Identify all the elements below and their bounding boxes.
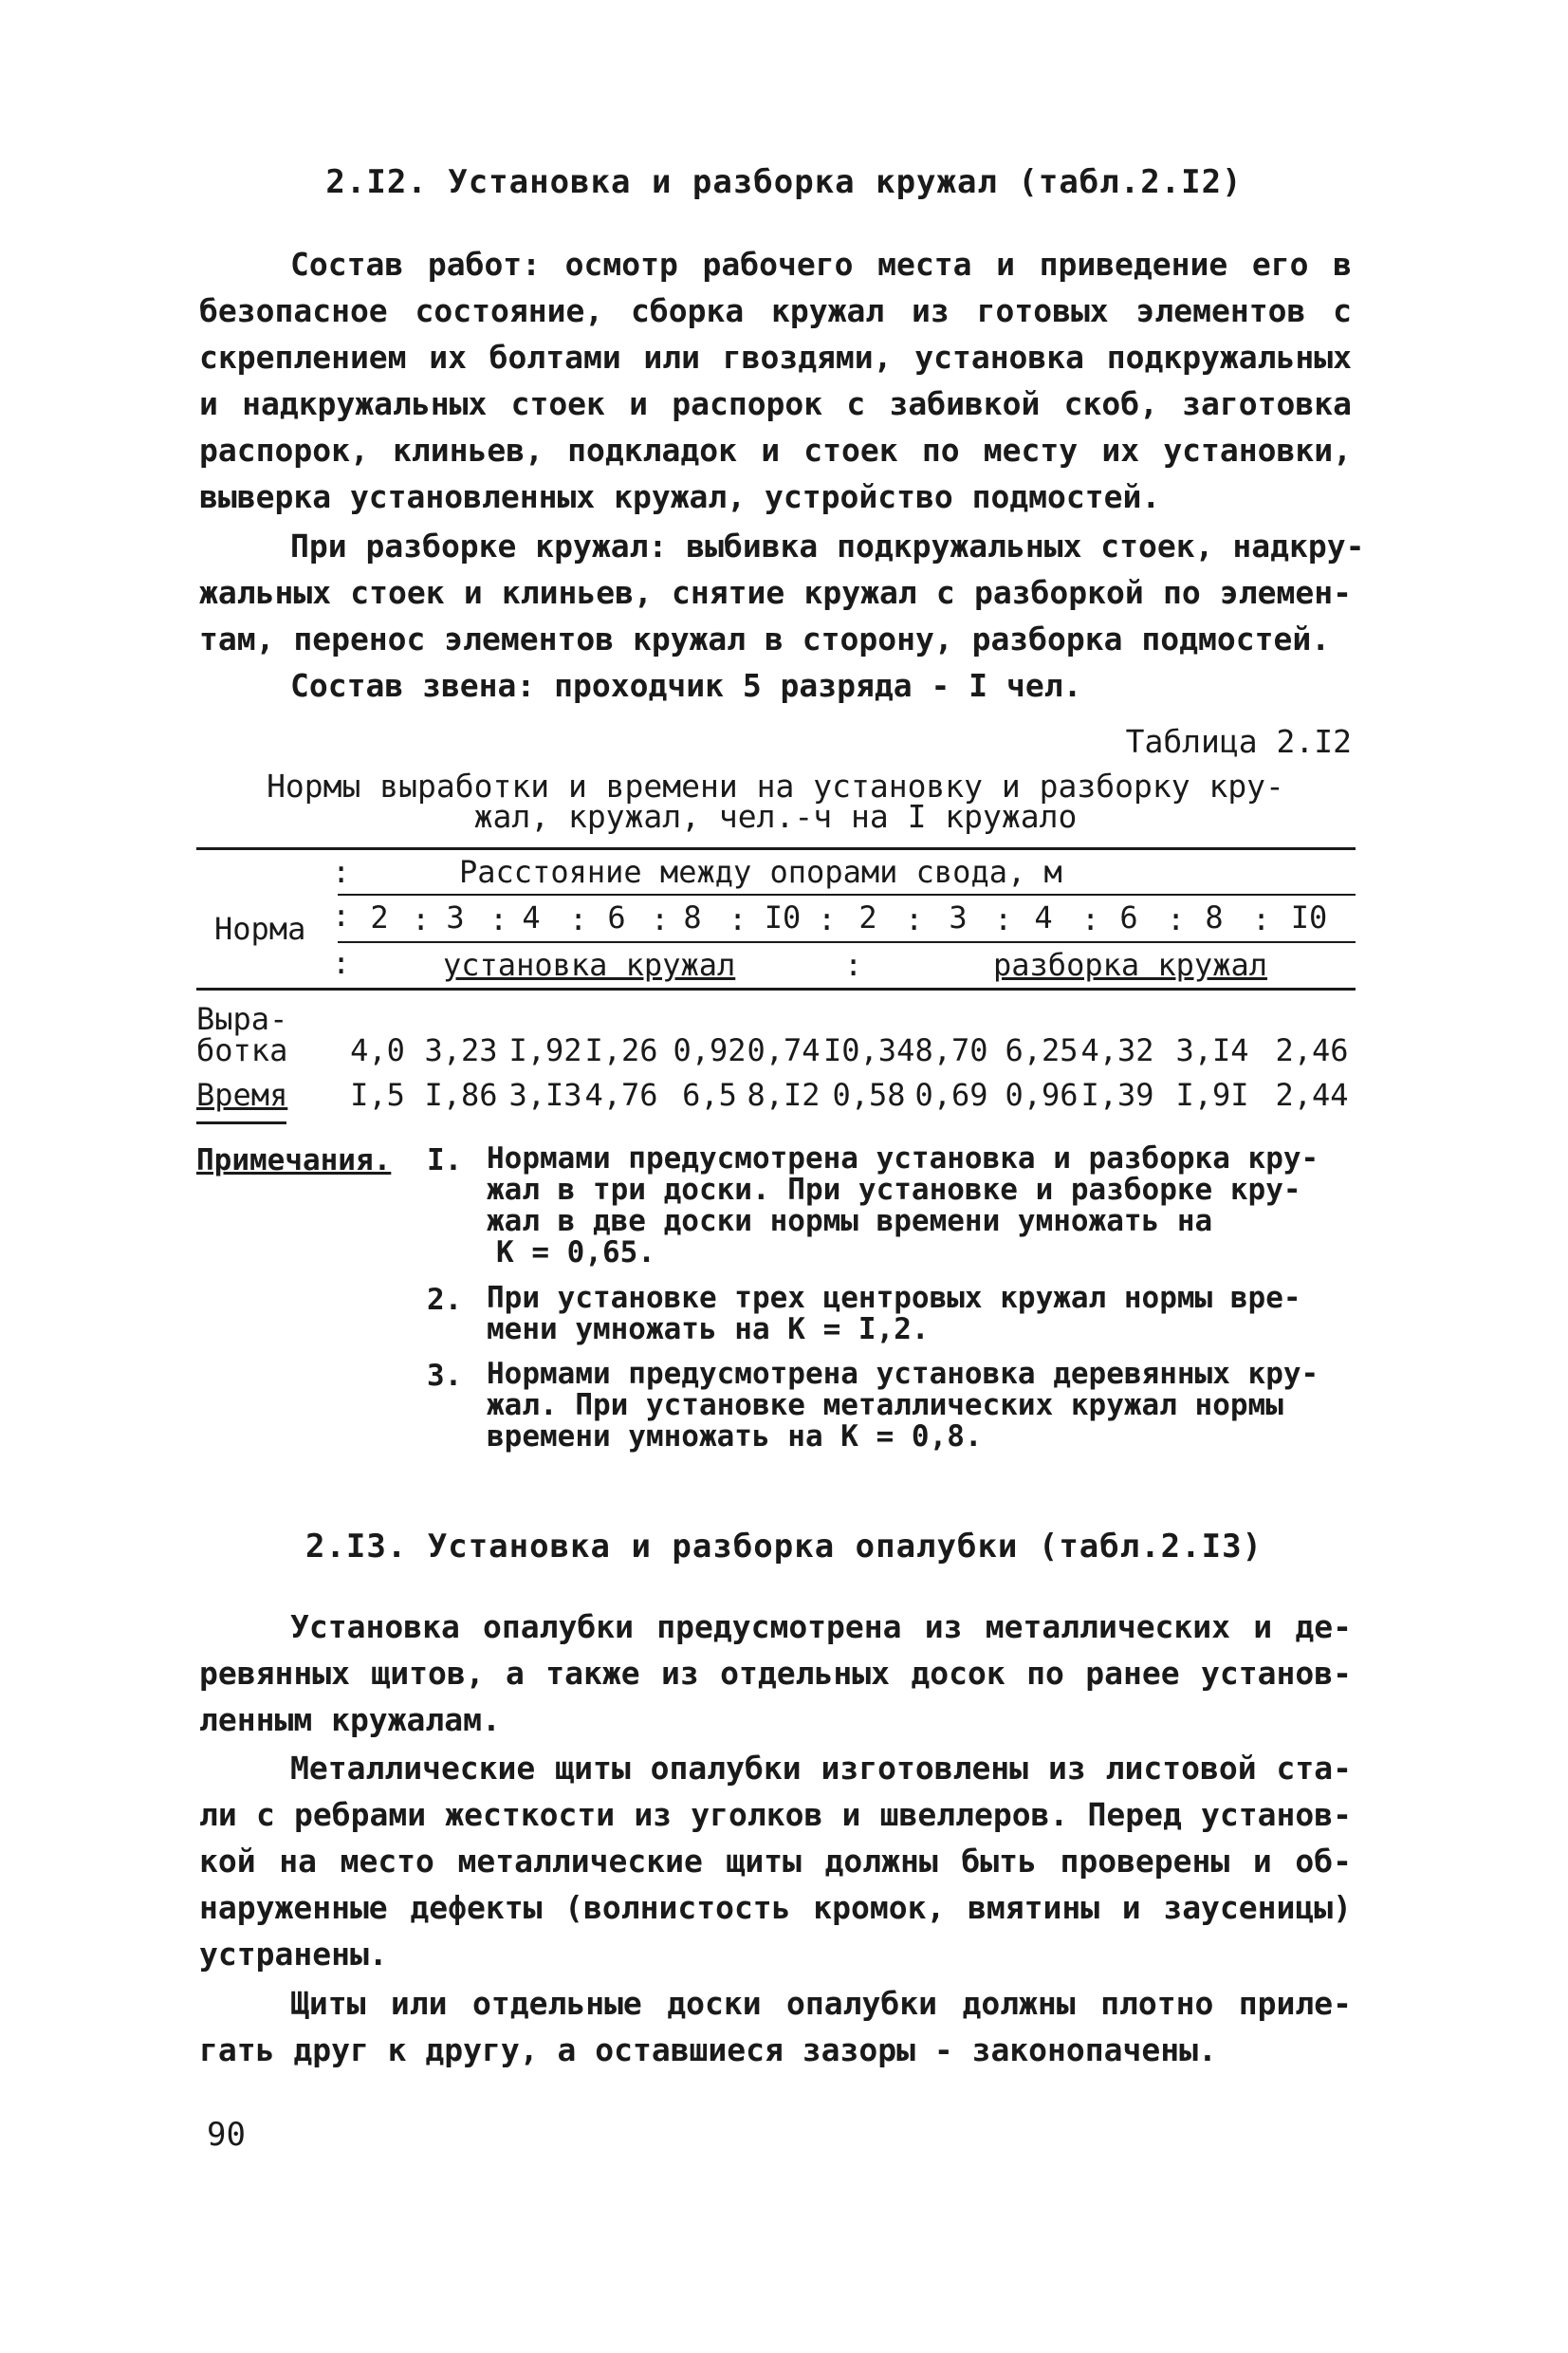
note-line: К = 0,65. — [496, 1235, 655, 1269]
table-cell-time: 3,I3 — [508, 1077, 582, 1113]
table-cell-time: 0,58 — [832, 1077, 906, 1113]
table-bottom-rule — [196, 1121, 286, 1124]
distance-header: 4 — [1034, 899, 1053, 936]
table-cell-output: 0,74 — [747, 1032, 821, 1068]
table-cell-output: 8,70 — [914, 1032, 988, 1068]
text-line: выверка установленных кружал, устройство подмостей. — [199, 478, 1161, 515]
table-cell-time: 0,96 — [1005, 1077, 1079, 1113]
row-label-time: Время — [196, 1077, 288, 1113]
note-line: жал. При установке металлических кружал нормы — [487, 1388, 1283, 1422]
table-cell-output: 2,46 — [1275, 1032, 1349, 1068]
table-cell-output: 3,23 — [424, 1032, 498, 1068]
column-separator: : — [1252, 901, 1271, 937]
table-cell-output: 6,25 — [1005, 1032, 1079, 1068]
note-line: жал в две доски нормы времени умножать на — [487, 1204, 1213, 1238]
text-line: При разборке кружал: выбивка подкружальных стоек, надкру- — [290, 528, 1365, 565]
table-cell-output: 0,92 — [673, 1032, 747, 1068]
group-dismantle-label: разборка кружал — [993, 947, 1267, 983]
text-line: Состав звена: проходчик 5 разряда - I чел. — [290, 667, 1082, 704]
distance-header: 3 — [446, 899, 465, 936]
note-3 — [487, 1359, 1369, 1453]
section-heading-2-13: 2.I3. Установка и разборка опалубки (табл.2.I3) — [304, 1528, 1264, 1566]
paragraph-tight-fit — [199, 1980, 1352, 2073]
text-line: Установка опалубки предусмотрена из металлических и де- — [290, 1608, 1352, 1645]
text-line: скреплением их болтами или гвоздями, установка подкружальных — [199, 339, 1352, 376]
text-line: наруженные дефекты (волнистость кромок, вмятины и заусеницы) — [199, 1889, 1352, 1926]
distance-header: 2 — [858, 899, 877, 936]
column-separator: : — [332, 854, 351, 890]
distance-header: 4 — [522, 899, 541, 936]
table-cell-output: 4,32 — [1080, 1032, 1154, 1068]
distance-header: I0 — [1290, 899, 1328, 936]
distance-header: 6 — [1119, 899, 1138, 936]
row-label-output-1: Выра- — [196, 1001, 288, 1037]
text-line: устранены. — [199, 1936, 388, 1973]
table-header-span: Расстояние между опорами свода, м — [459, 854, 1062, 890]
table-top-rule — [196, 847, 1356, 850]
table-cell-time: 0,69 — [914, 1077, 988, 1113]
note-line: При установке трех центровых кружал нормы вре- — [487, 1281, 1301, 1315]
paragraph-crew — [199, 662, 1352, 709]
table-caption-line-2: жал, кружал, чел.-ч на I кружало — [473, 798, 1078, 835]
table-cell-output: I0,34 — [823, 1032, 915, 1068]
distance-header: I0 — [764, 899, 802, 936]
text-line: гать друг к другу, а оставшиеся зазоры - законопачены. — [199, 2031, 1217, 2068]
text-line: там, перенос элементов кружал в сторону, разборка подмостей. — [199, 621, 1331, 658]
text-line: распорок, клиньев, подкладок и стоек по месту их установки, — [199, 432, 1352, 469]
notes-label: Примечания. — [196, 1143, 392, 1177]
distance-header: 8 — [1205, 899, 1224, 936]
group-install-label: установка кружал — [443, 947, 736, 983]
note-line: жал в три доски. При установке и разборке кру- — [487, 1173, 1301, 1207]
paragraph-dismantling — [199, 523, 1365, 662]
page-number: 90 — [207, 2116, 246, 2154]
note-line: времени умножать на К = 0,8. — [487, 1419, 983, 1454]
column-separator: : — [818, 901, 837, 937]
table-cell-output: I,92 — [508, 1032, 582, 1068]
table-cell-time: 2,44 — [1275, 1077, 1349, 1113]
paragraph-work-composition — [199, 241, 1352, 520]
column-separator: : — [1167, 901, 1186, 937]
table-number: Таблица 2.I2 — [1125, 723, 1352, 760]
note-1 — [487, 1143, 1369, 1269]
distance-header: 2 — [370, 899, 389, 936]
distance-header: 3 — [949, 899, 968, 936]
column-separator: : — [489, 901, 508, 937]
text-line: ревянных щитов, а также из отдельных досок по ранее установ- — [199, 1655, 1352, 1692]
header-bottom-rule — [196, 988, 1356, 991]
section-heading-2-12: 2.I2. Установка и разборка кружал (табл.2.I2) — [325, 163, 1243, 201]
paragraph-formwork-install — [199, 1603, 1352, 1743]
note-line: Нормами предусмотрена установка деревянных кру- — [487, 1357, 1319, 1391]
header-inner-rule — [338, 941, 1356, 943]
note-line: мени умножать на К = I,2. — [487, 1312, 930, 1346]
table-cell-output: I,26 — [584, 1032, 658, 1068]
table-cell-time: 6,5 — [682, 1077, 737, 1113]
text-line: безопасное состояние, сборка кружал из готовых элементов с — [199, 292, 1352, 329]
column-separator: : — [412, 901, 431, 937]
text-line: ленным кружалам. — [199, 1701, 501, 1738]
column-separator: : — [332, 945, 351, 981]
column-separator: : — [905, 901, 924, 937]
column-separator: : — [569, 901, 588, 937]
paragraph-metal-shields — [199, 1745, 1352, 1977]
column-separator: : — [994, 901, 1013, 937]
column-separator: : — [729, 901, 747, 937]
row-label-output-2: ботка — [196, 1032, 288, 1068]
table-caption-line-1: Нормы выработки и времени на установку и разборку кру- — [267, 768, 1284, 805]
column-separator: : — [651, 901, 670, 937]
note-number: 3. — [427, 1359, 463, 1393]
table-cell-time: 8,I2 — [747, 1077, 821, 1113]
text-line: и надкружальных стоек и распорок с забивкой скоб, заготовка — [199, 385, 1352, 422]
text-line: жальных стоек и клиньев, снятие кружал с разборкой по элемен- — [199, 574, 1352, 611]
text-line: Металлические щиты опалубки изготовлены из листовой ста- — [290, 1750, 1352, 1787]
note-line: Нормами предусмотрена установка и разборка кру- — [487, 1141, 1319, 1176]
distance-header: 6 — [607, 899, 626, 936]
table-norm-label: Норма — [214, 911, 306, 947]
note-number: 2. — [427, 1283, 463, 1317]
table-cell-time: I,39 — [1080, 1077, 1154, 1113]
note-2 — [487, 1283, 1369, 1345]
column-separator: : — [1081, 901, 1100, 937]
table-cell-output: 3,I4 — [1175, 1032, 1249, 1068]
table-cell-time: I,9I — [1175, 1077, 1249, 1113]
text-line: Состав работ: осмотр рабочего места и приведение его в — [290, 246, 1352, 283]
text-line: Щиты или отдельные доски опалубки должны плотно приле- — [290, 1985, 1352, 2022]
distance-header: 8 — [683, 899, 702, 936]
text-line: ли с ребрами жесткости из уголков и швеллеров. Перед установ- — [199, 1796, 1352, 1833]
table-cell-time: 4,76 — [584, 1077, 658, 1113]
text-line: кой на место металлические щиты должны быть проверены и об- — [199, 1843, 1352, 1880]
header-inner-rule — [338, 894, 1356, 896]
note-number: I. — [427, 1143, 463, 1177]
table-cell-time: I,5 — [350, 1077, 405, 1113]
column-separator: : — [844, 947, 863, 983]
column-separator: : — [332, 898, 351, 934]
table-cell-time: I,86 — [424, 1077, 498, 1113]
table-cell-output: 4,0 — [350, 1032, 405, 1068]
